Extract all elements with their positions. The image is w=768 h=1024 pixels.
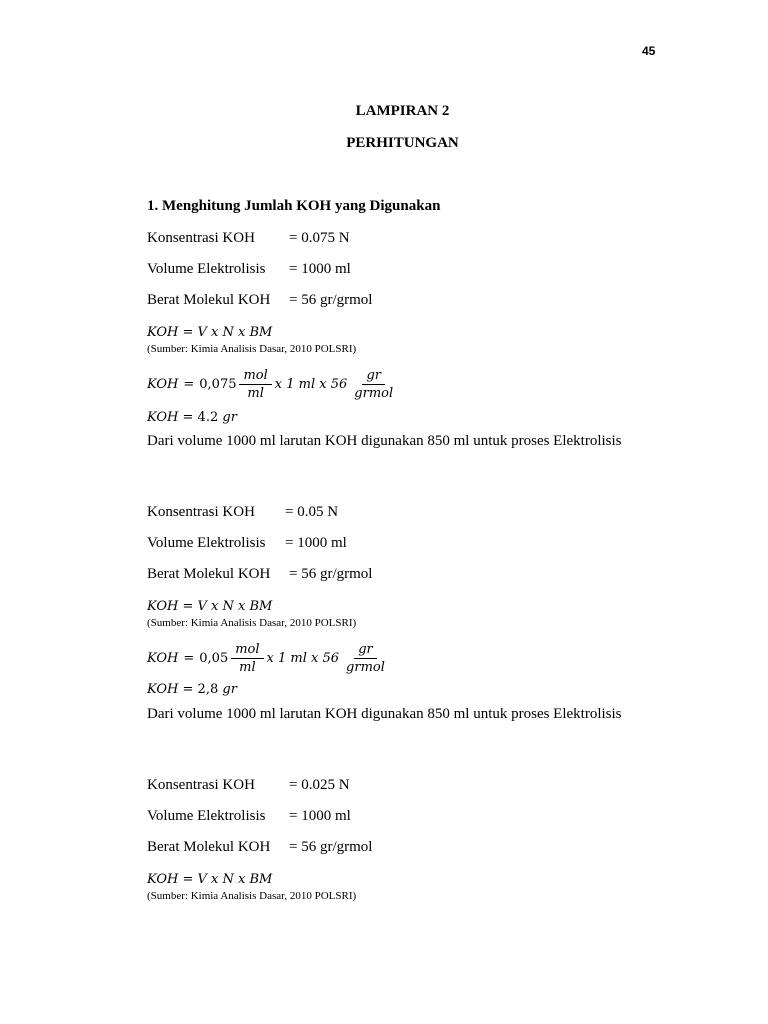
formula	[147, 871, 707, 889]
result-equals: =	[182, 682, 194, 697]
appendix-heading: LAMPIRAN 2	[355, 103, 450, 119]
fraction-numerator: gr	[362, 368, 385, 385]
param-value: = 56 gr/grmol	[289, 566, 373, 582]
param-row	[147, 807, 707, 838]
calculation-result	[147, 681, 707, 699]
fraction	[350, 368, 397, 401]
note-text: Dari volume 1000 ml larutan KOH digunakan 850 ml untuk proses Elektrolisis	[147, 706, 622, 722]
param-value: = 56 gr/grmol	[289, 839, 373, 855]
param-value: = 0.05 N	[285, 504, 339, 520]
result-equals: =	[182, 410, 194, 425]
result-lhs: KOH	[147, 682, 179, 697]
calc-middle: x 1 ml x 56	[274, 376, 348, 392]
source-citation: (Sumber: Kimia Analisis Dasar, 2010 POLSRI)	[147, 890, 357, 902]
result-unit: gr	[222, 410, 237, 425]
param-label: Berat Molekul KOH	[147, 566, 271, 582]
formula-lhs: KOH	[147, 599, 179, 614]
param-row	[147, 291, 707, 324]
calculation-result	[147, 409, 707, 427]
param-value: = 56 gr/grmol	[289, 292, 373, 308]
param-label: Konsentrasi KOH	[147, 230, 255, 246]
fraction-numerator: gr	[354, 642, 377, 659]
calculation-equation	[147, 636, 707, 680]
fraction-numerator: mol	[239, 368, 271, 385]
param-label: Volume Elektrolisis	[147, 808, 266, 824]
result-value: 2,8	[197, 682, 219, 697]
fraction	[342, 642, 389, 675]
fraction	[231, 642, 263, 675]
fraction-numerator: mol	[231, 642, 263, 659]
page-number: 45	[642, 44, 656, 58]
calc-lhs: KOH	[147, 376, 179, 392]
param-label: Volume Elektrolisis	[147, 535, 266, 551]
source-citation: (Sumber: Kimia Analisis Dasar, 2010 POLSRI)	[147, 343, 357, 355]
param-label: Konsentrasi KOH	[147, 777, 255, 793]
calculation-block-1	[147, 229, 707, 450]
formula-rhs: = V x N x BM	[182, 325, 273, 340]
param-value: = 1000 ml	[289, 261, 351, 277]
calc-coefficient: 0,05	[199, 650, 229, 666]
page-title: PERHITUNGAN	[346, 135, 459, 151]
result-lhs: KOH	[147, 410, 179, 425]
param-row	[147, 503, 707, 534]
note-text: Dari volume 1000 ml larutan KOH digunakan 850 ml untuk proses Elektrolisis	[147, 433, 622, 449]
fraction-denominator: grmol	[354, 385, 394, 401]
param-row	[147, 229, 707, 260]
param-row	[147, 776, 707, 807]
formula-lhs: KOH	[147, 325, 179, 340]
param-row	[147, 565, 707, 598]
result-unit: gr	[222, 682, 237, 697]
param-value: = 1000 ml	[285, 535, 347, 551]
fraction-denominator: ml	[247, 385, 264, 401]
param-label: Volume Elektrolisis	[147, 261, 266, 277]
formula-rhs: = V x N x BM	[182, 872, 273, 887]
formula	[147, 598, 707, 616]
calc-equals: =	[183, 376, 195, 392]
param-value: = 0.025 N	[289, 777, 350, 793]
calc-middle: x 1 ml x 56	[266, 650, 340, 666]
calc-coefficient: 0,075	[199, 376, 237, 392]
formula-lhs: KOH	[147, 872, 179, 887]
param-row	[147, 838, 707, 871]
section-title: 1. Menghitung Jumlah KOH yang Digunakan	[147, 198, 441, 214]
calculation-block-2	[147, 503, 707, 723]
formula-rhs: = V x N x BM	[182, 599, 273, 614]
param-value: = 0.075 N	[289, 230, 350, 246]
calculation-equation	[147, 362, 707, 406]
result-value: 4.2	[197, 410, 219, 425]
param-value: = 1000 ml	[289, 808, 351, 824]
param-label: Berat Molekul KOH	[147, 839, 271, 855]
param-row	[147, 260, 707, 291]
fraction	[239, 368, 271, 401]
formula	[147, 324, 707, 342]
calc-equals: =	[183, 650, 195, 666]
param-row	[147, 534, 707, 565]
fraction-denominator: ml	[239, 659, 256, 675]
param-label: Konsentrasi KOH	[147, 504, 255, 520]
fraction-denominator: grmol	[346, 659, 385, 675]
source-citation: (Sumber: Kimia Analisis Dasar, 2010 POLSRI)	[147, 617, 357, 629]
calc-lhs: KOH	[147, 650, 179, 666]
param-label: Berat Molekul KOH	[147, 292, 271, 308]
calculation-block-3	[147, 776, 707, 903]
